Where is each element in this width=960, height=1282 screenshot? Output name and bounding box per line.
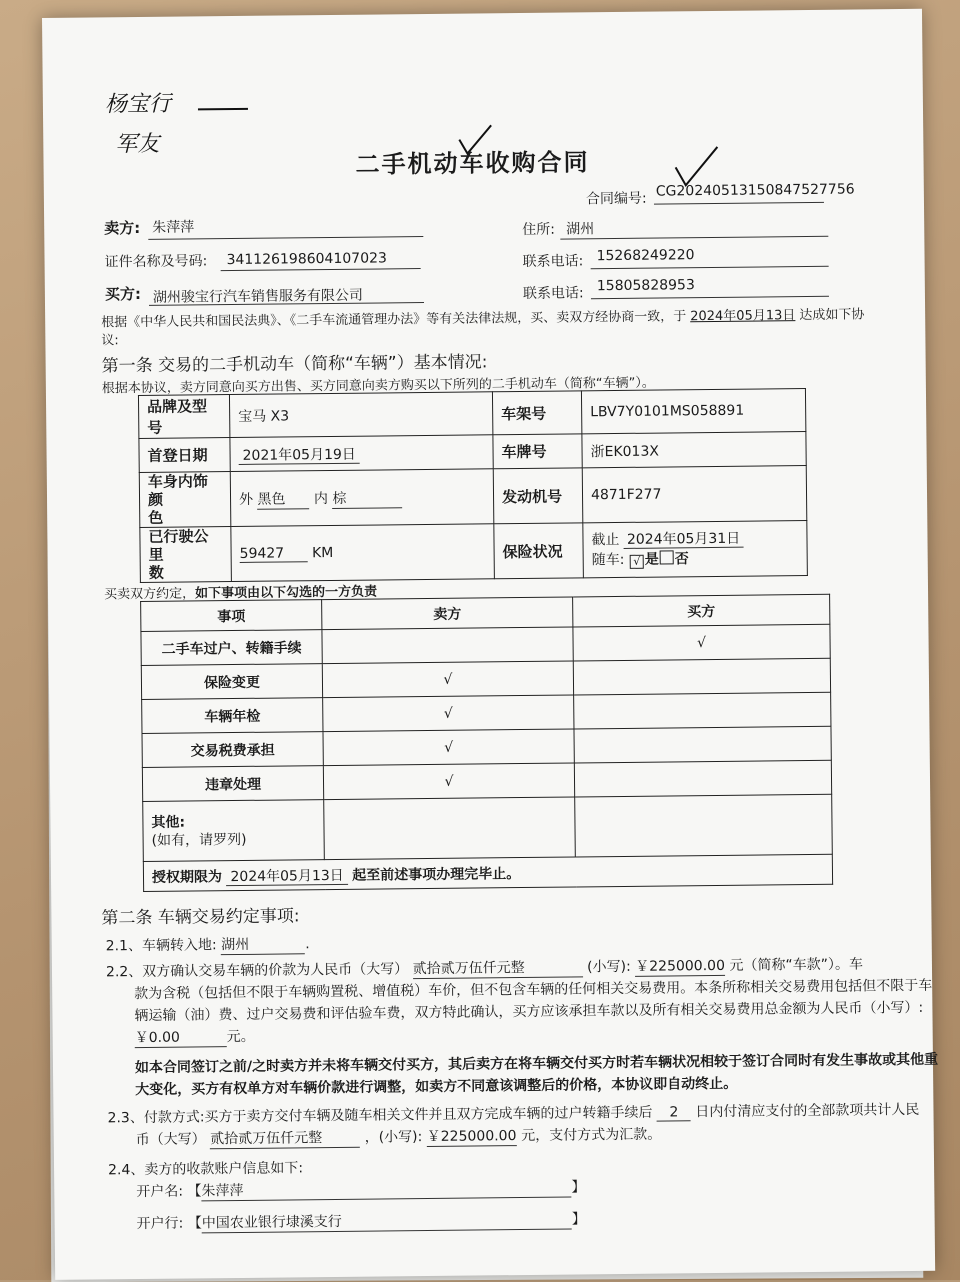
handwritten-dash	[198, 108, 248, 111]
seller-underline	[148, 236, 423, 240]
buyer-name: 湖州骏宝行汽车销售服务有限公司	[152, 287, 364, 306]
authorization-row: 授权期限为 2024年05月13日 起至前述事项办理完毕止。	[143, 854, 832, 891]
clause-2-3-line2: 币（大写） 贰拾贰万伍仟元整 ，(小写): ￥225000.00 元，支付方式为汇款。	[135, 1126, 662, 1149]
vin-label: 车架号	[492, 391, 581, 435]
contract-no-label: 合同编号:	[585, 190, 647, 208]
reg-date-value: 2021年05月19日	[239, 446, 360, 464]
color-label: 车身内饰颜 色	[139, 472, 231, 528]
insurance-cell: 截止 2024年05月31日 随车: √ 是 否	[583, 521, 808, 578]
buyer-label: 买方:	[104, 284, 141, 304]
buyer-check-cell[interactable]	[573, 658, 830, 695]
document-title: 二手机动车收购合同	[355, 148, 590, 179]
seller-check-cell[interactable]	[322, 627, 573, 664]
clause-2-1: 2.1、车辆转入地: 湖州 .	[106, 933, 310, 956]
payment-days: 2	[657, 1104, 691, 1121]
preamble-text-end: 议:	[101, 333, 119, 349]
contract-no-value: CG20240513150847527756	[655, 181, 855, 200]
engine-value: 4871F277	[582, 466, 807, 523]
buyer-phone-underline	[591, 296, 829, 299]
color-cell: 外 黑色 内 棕	[230, 469, 494, 527]
authorization-date: 2024年05月13日	[226, 867, 347, 885]
address-label: 住所:	[522, 221, 556, 238]
seller-check-cell[interactable]: √	[323, 729, 574, 766]
account-holder-row: 开户名: 【朱萍萍 】	[136, 1176, 585, 1202]
clause-2-3-line1: 2.3、付款方式:买方于卖方交付车辆及随车相关文件并且双方完成车辆的过户转籍手续后 2 日内付清应支付的全部款项共计人民	[107, 1101, 920, 1127]
duty-row: 交易税费承担 √	[142, 726, 831, 767]
engine-label: 发动机号	[493, 468, 583, 524]
insurance-until: 2024年05月31日	[624, 531, 743, 549]
clause-2-2-line2: 款为含税（包括但不限于车辆购置税、增值税）车价，但不包含车辆的任何相关交易费用。本条所称相关交易费用包括但不限于车	[134, 977, 933, 1003]
handwritten-note-2: 军友	[115, 131, 160, 158]
other-label: 其他: (如有，请罗列)	[143, 800, 325, 862]
account-holder: 朱萍萍	[201, 1177, 571, 1202]
id-number: 341126198604107023	[226, 250, 387, 269]
address-underline	[560, 236, 828, 240]
seller-phone-label: 联系电话:	[522, 253, 584, 270]
transfer-destination: 湖州	[221, 933, 305, 955]
seller-label: 卖方:	[104, 218, 141, 238]
duties-header-seller: 卖方	[322, 597, 573, 630]
seller-name: 朱萍萍	[152, 219, 195, 236]
mileage-cell: 59427 KM	[231, 524, 495, 582]
bank-row: 开户行: 【中国农业银行埭溪支行 】	[137, 1208, 586, 1234]
buyer-phone: 15805828953	[596, 277, 695, 295]
handwritten-note-1: 杨宝行	[104, 91, 172, 118]
notice-line-1: 如本合同签订之前/之时卖方并未将车辆交付买方，其后卖方在将车辆交付买方时若车辆状况相较于签订合同时有发生事故或其他重	[134, 1051, 939, 1077]
fee-amount: ￥0.00	[135, 1026, 227, 1048]
id-label: 证件名称及号码:	[104, 253, 208, 271]
seller-phone: 15268249220	[596, 247, 695, 265]
plate-value: 浙EK013X	[582, 432, 806, 468]
price-uppercase: 贰拾贰万伍仟元整	[413, 956, 583, 979]
article-1-intro: 根据本协议，卖方同意向买方出售、买方同意向卖方购买以下所列的二手机动车（简称“车辆”）。	[101, 375, 655, 397]
insurance-yes-checkbox[interactable]: √	[630, 555, 644, 569]
seller-check-cell[interactable]: √	[323, 695, 574, 732]
buyer-check-cell[interactable]	[574, 692, 831, 729]
reg-date-cell	[230, 435, 493, 472]
preamble-text: 根据《中华人民共和国民法典》、《二手车流通管理办法》等有关法律法规，买、卖双方经协商一致，于 2024年05月13日 达成如下协	[101, 307, 865, 331]
interior-color: 棕	[332, 487, 402, 509]
exterior-color: 黑色	[257, 488, 309, 510]
bank-name: 中国农业银行埭溪支行	[202, 1209, 572, 1234]
vehicle-info-table	[138, 388, 808, 583]
duties-intro: 买卖双方约定，如下事项由以下勾选的一方负责	[103, 584, 378, 603]
vin-value: LBV7Y0101MS058891	[581, 389, 805, 434]
buyer-phone-label: 联系电话:	[522, 285, 584, 302]
clause-2-2-line3: 辆运输（油）费、过户交易费和评估验车费，双方特此确认，买方应该承担车款以及所有相关交易费用总金额为人民币（小写）:	[134, 999, 924, 1025]
duty-row: 二手车过户、转籍手续 √	[141, 624, 830, 665]
plate-label: 车牌号	[493, 434, 582, 469]
address-value: 湖州	[566, 221, 595, 238]
article-2-heading: 第二条 车辆交易约定事项:	[101, 906, 300, 929]
duty-row: 违章处理 √	[142, 760, 831, 801]
seller-check-cell[interactable]: √	[323, 763, 574, 800]
price-amount: ￥225000.00	[635, 955, 725, 977]
seller-phone-underline	[591, 266, 829, 269]
mileage-label: 已行驶公里 数	[140, 527, 232, 583]
duties-table	[140, 594, 833, 892]
buyer-check-cell[interactable]	[574, 760, 831, 797]
brand-label: 品牌及型号	[138, 395, 229, 439]
article-1-heading: 第一条 交易的二手机动车（简称“车辆”）基本情况:	[101, 352, 488, 377]
duties-header-buyer: 买方	[573, 594, 830, 627]
clause-2-2-fee: ￥0.00 元。	[135, 1026, 255, 1048]
payment-uppercase: 贰拾贰万伍仟元整	[210, 1127, 360, 1150]
payment-amount: ￥225000.00	[427, 1125, 517, 1147]
clause-2-4: 2.4、卖方的收款账户信息如下:	[107, 1160, 304, 1179]
contract-no-underline	[654, 202, 824, 205]
buyer-check-cell[interactable]	[574, 726, 831, 763]
buyer-check-cell[interactable]: √	[573, 624, 830, 661]
buyer-other-cell[interactable]	[575, 794, 833, 857]
insurance-no-checkbox[interactable]	[660, 550, 674, 564]
seller-check-cell[interactable]: √	[322, 661, 573, 698]
duty-row: 保险变更 √	[141, 658, 830, 699]
insurance-label: 保险状况	[494, 523, 584, 579]
contract-page	[42, 9, 939, 1280]
duty-row: 车辆年检 √	[142, 692, 831, 733]
seller-other-cell[interactable]	[324, 797, 576, 860]
id-underline	[221, 268, 421, 271]
duties-header-item: 事项	[141, 600, 322, 632]
notice-line-2: 大变化，买方有权单方对车辆价款进行调整，如卖方不同意该调整后的价格，本协议即自动终止。	[135, 1075, 738, 1099]
reg-date-label: 首登日期	[139, 438, 230, 473]
preamble-date: 2024年05月13日	[690, 308, 796, 325]
brand-value: 宝马 X3	[229, 392, 492, 438]
mileage-value: 59427	[240, 545, 308, 563]
duty-row-other	[143, 794, 833, 861]
clause-2-2-line1: 2.2、双方确认交易车辆的价款为人民币（大写） 贰拾贰万伍仟元整 (小写): ￥225000.00 元（简称“车款”）。车	[105, 956, 863, 981]
